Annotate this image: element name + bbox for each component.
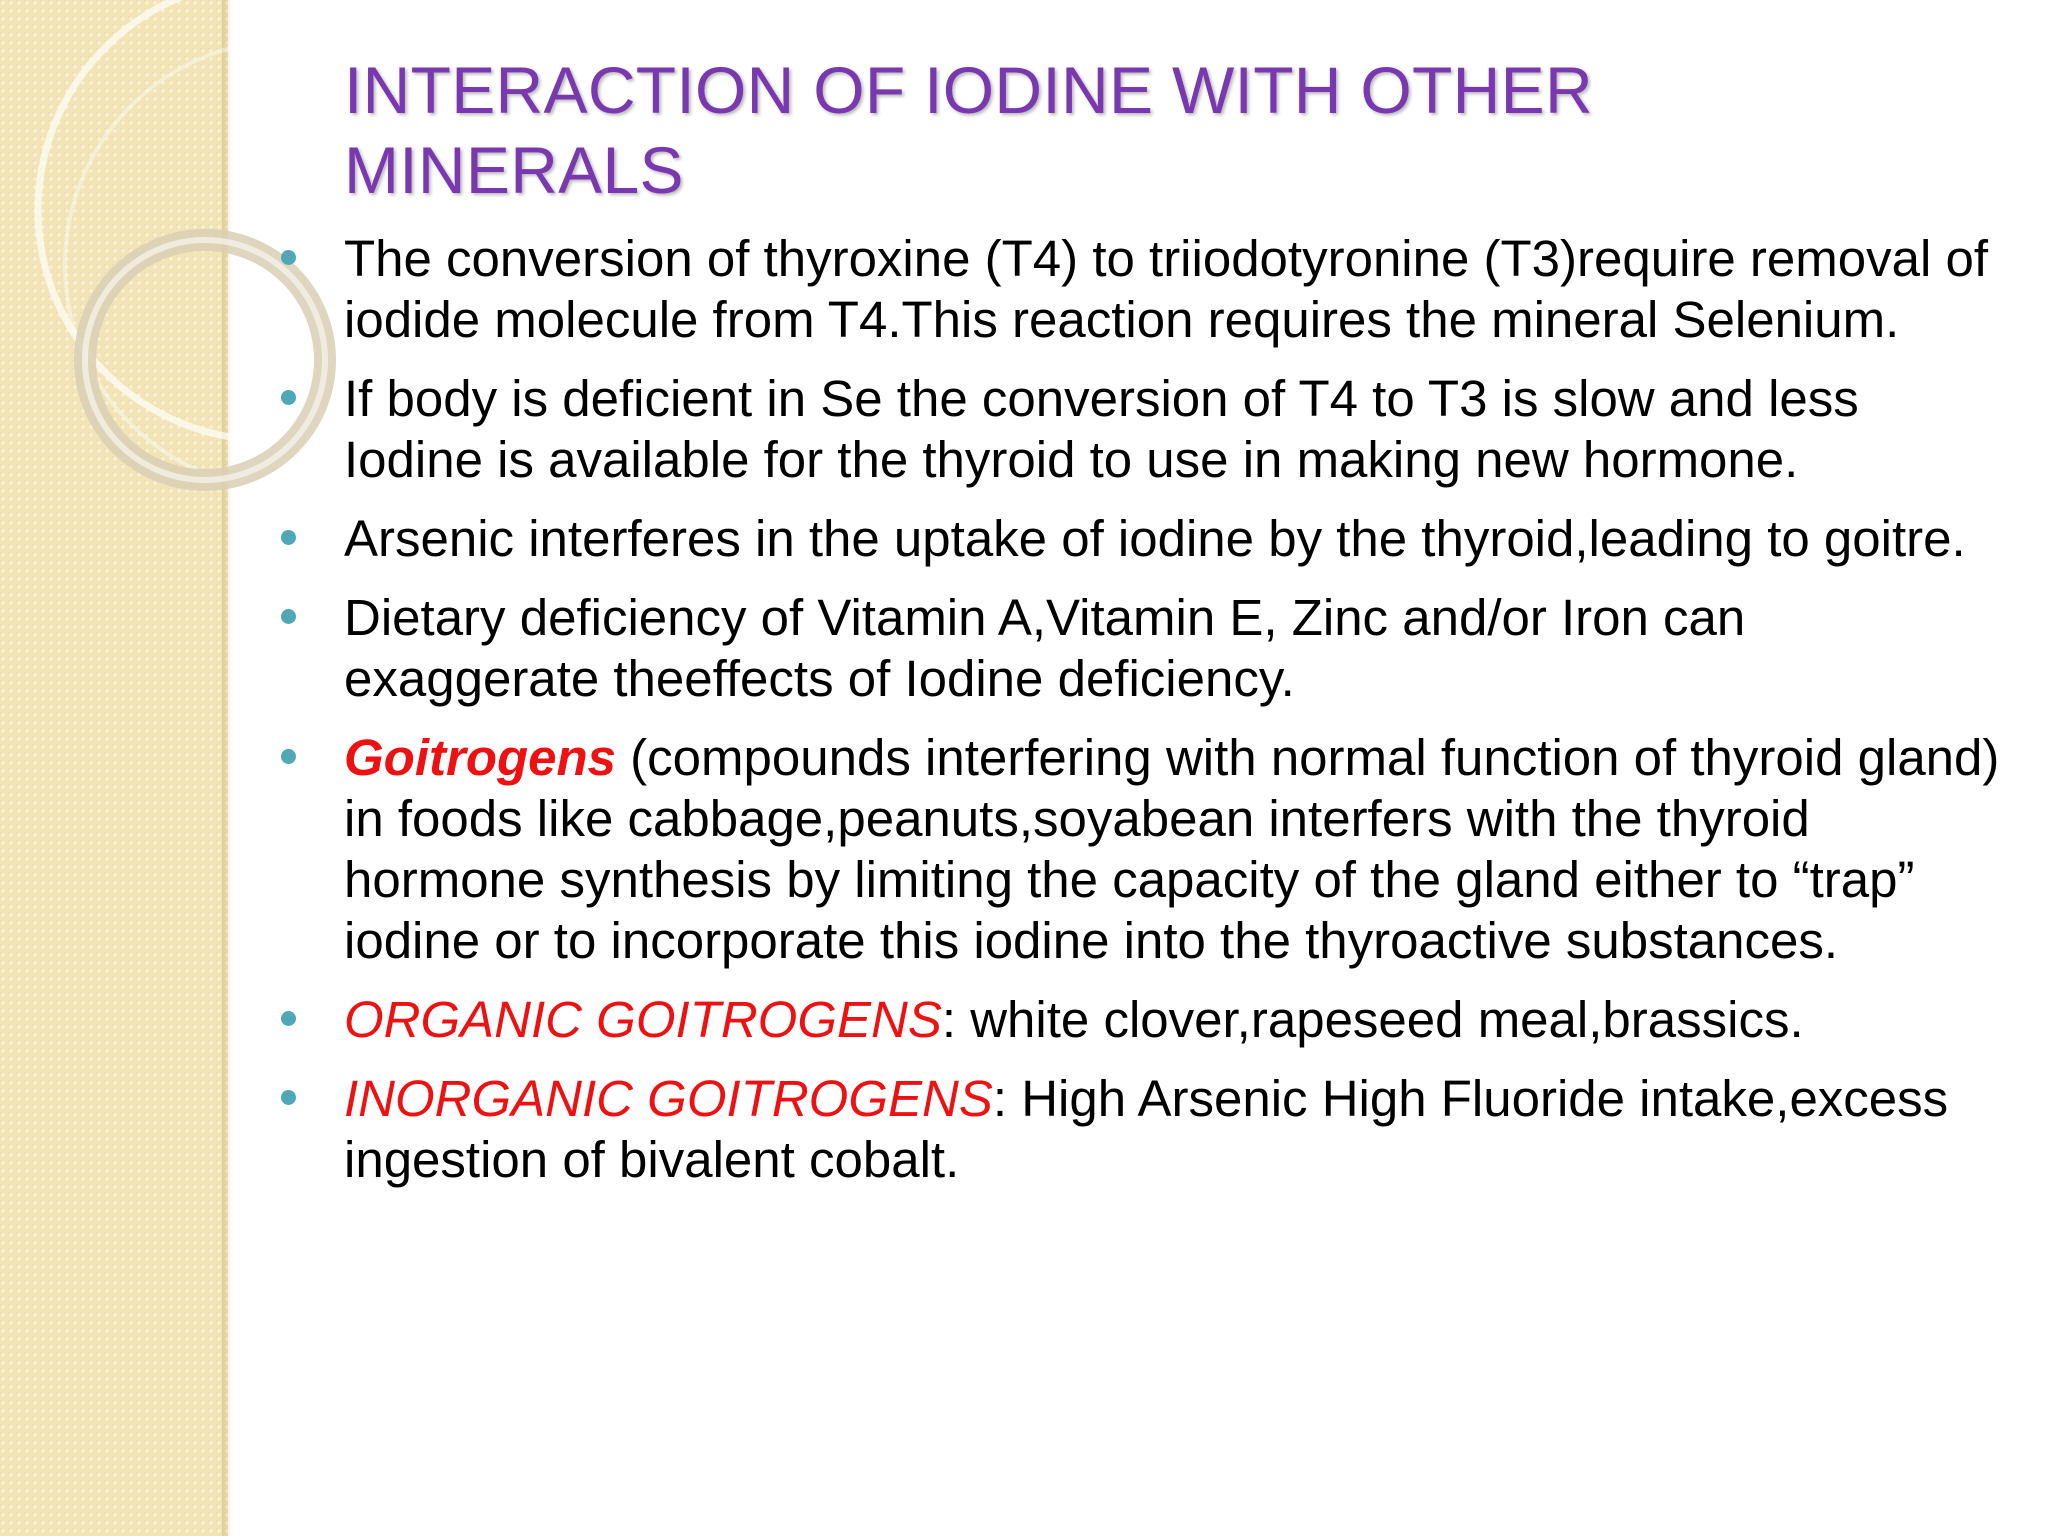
- bullet-item: [344, 1068, 2004, 1190]
- bullet-text: The conversion of thyroxine (T4) to triiodotyronine (T3)require removal of iodide molecule from T4.This reaction requires the mineral Selenium.: [344, 230, 1989, 348]
- bullet-item: [344, 508, 2004, 569]
- bullet-dot-icon: [281, 749, 296, 764]
- bullet-text: Arsenic interferes in the uptake of iodine by the thyroid,leading to goitre.: [344, 510, 1966, 567]
- bullet-item: [344, 368, 2004, 490]
- bullet-text: (compounds interfering with normal function of thyroid gland) in foods like cabbage,peanuts,soyabean interfers with the thyroid hormone synthesis by limiting the capacity of the gland either to “trap” iodine or to incorporate this iodine into the thyroactive substances.: [344, 729, 2000, 969]
- bullet-text: : white clover,rapeseed meal,brassics.: [941, 991, 1804, 1048]
- organic-goitrogens-term: ORGANIC GOITROGENS: [344, 991, 942, 1048]
- bullet-dot-icon: [281, 250, 296, 265]
- bullet-dot-icon: [281, 530, 296, 545]
- goitrogens-term: Goitrogens: [344, 729, 617, 786]
- bullet-item: [344, 989, 2004, 1050]
- bullet-text: If body is deficient in Se the conversion of T4 to T3 is slow and less Iodine is available for the thyroid to use in making new hormone.: [344, 370, 1859, 488]
- bullet-item: [344, 727, 2004, 971]
- bullet-item: [344, 587, 2004, 709]
- bullet-dot-icon: [281, 1011, 296, 1026]
- bullet-dot-icon: [281, 1090, 296, 1105]
- inorganic-goitrogens-term: INORGANIC GOITROGENS: [344, 1070, 993, 1127]
- slide-title: INTERACTION OF IODINE WITH OTHER MINERALS: [344, 53, 1593, 207]
- bullet-text: Dietary deficiency of Vitamin A,Vitamin E, Zinc and/or Iron can exaggerate theeffects of Iodine deficiency.: [344, 589, 1746, 707]
- bullet-list: [344, 228, 2004, 1208]
- bullet-dot-icon: [281, 390, 296, 405]
- bullet-item: [344, 228, 2004, 350]
- bullet-dot-icon: [281, 609, 296, 624]
- bullet-text: : High Arsenic High Fluoride intake,excess ingestion of bivalent cobalt.: [344, 1070, 1949, 1188]
